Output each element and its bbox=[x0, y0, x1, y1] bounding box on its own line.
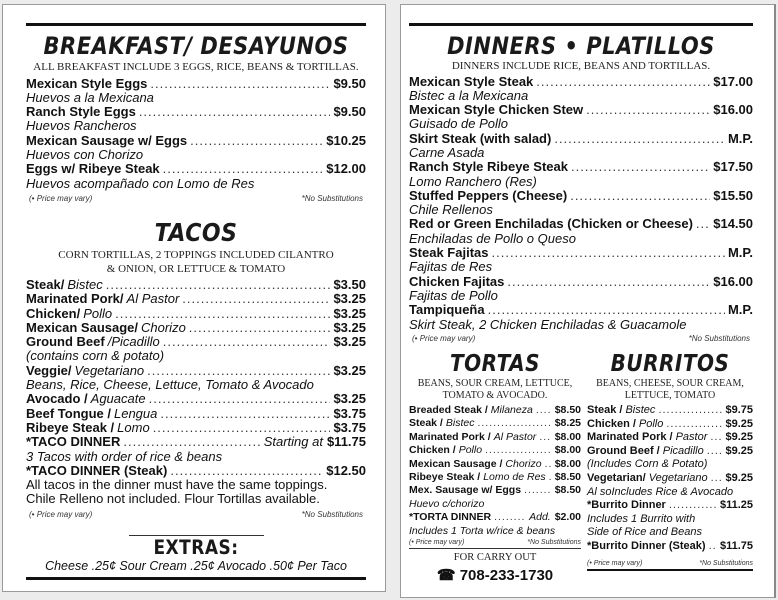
divider bbox=[587, 569, 753, 571]
menu-item bbox=[587, 540, 753, 554]
dot-leader bbox=[149, 392, 331, 406]
item-name: Mex. Sausage w/ Eggs bbox=[409, 484, 522, 497]
item-name: *TORTA DINNER bbox=[409, 511, 492, 524]
item-name: Steak/ bbox=[26, 278, 65, 292]
phone-number[interactable]: 708-233-1730 bbox=[459, 566, 554, 584]
menu-item bbox=[587, 418, 753, 432]
item-price: $9.25 bbox=[725, 444, 753, 457]
item-name: Marinated Pork / bbox=[587, 431, 673, 444]
dot-leader bbox=[554, 132, 725, 146]
item-price: $3.25 bbox=[333, 335, 366, 350]
menu-item bbox=[409, 75, 753, 89]
item-name: Mexican Sausage/ bbox=[26, 320, 138, 335]
item-spanish-name: Bistec bbox=[625, 404, 656, 416]
menu-item bbox=[587, 499, 753, 513]
item-price: $11.75 bbox=[326, 435, 366, 450]
burritos-title: BURRITOS bbox=[610, 349, 730, 377]
dot-leader bbox=[711, 472, 723, 486]
item-name: Chicken / bbox=[409, 444, 456, 457]
item-name: Vegetarian/ bbox=[587, 471, 646, 484]
item-name: Mexican Sausage w/ Eggs bbox=[26, 133, 188, 148]
item-name: *Burrito Dinner bbox=[587, 499, 666, 512]
item-spanish-name: Pollo bbox=[83, 306, 113, 321]
item-name: Ground Beef / bbox=[587, 444, 660, 457]
menu-item bbox=[409, 511, 581, 524]
dot-leader bbox=[494, 511, 526, 524]
item-name: Steak Fajitas bbox=[409, 246, 489, 261]
item-price-prefix: Starting at bbox=[263, 435, 323, 450]
dot-leader bbox=[710, 431, 722, 445]
item-description: (Includes Corn & Potato) bbox=[587, 458, 708, 471]
dot-leader bbox=[147, 364, 330, 378]
item-price: M.P. bbox=[727, 303, 753, 318]
tortas-title: TORTAS bbox=[449, 349, 541, 377]
no-substitutions-note: *No Substitutions bbox=[688, 333, 750, 343]
item-spanish-name: Al Pastor bbox=[126, 292, 180, 307]
item-description: Fajitas de Pollo bbox=[409, 287, 498, 303]
dot-leader bbox=[507, 275, 710, 289]
item-price: $12.00 bbox=[326, 162, 366, 177]
no-substitutions-note: *No Substitutions bbox=[527, 539, 581, 547]
item-spanish-name: Picadillo bbox=[662, 444, 704, 457]
item-spanish-name: Bistec bbox=[67, 278, 103, 292]
item-price: $9.25 bbox=[725, 471, 753, 484]
item-description: Bistec a la Mexicana bbox=[409, 87, 529, 103]
menu-item bbox=[409, 160, 753, 174]
item-price: M.P. bbox=[727, 246, 753, 261]
menu-item bbox=[587, 445, 753, 459]
divider bbox=[26, 577, 366, 580]
item-description: Huevos a la Mexicana bbox=[26, 89, 154, 105]
dot-leader bbox=[123, 435, 260, 449]
item-name: Beef Tongue / bbox=[26, 406, 111, 421]
dot-leader bbox=[549, 471, 552, 484]
item-price: $16.00 bbox=[713, 103, 753, 118]
menu-item bbox=[26, 464, 366, 478]
item-name: Red or Green Enchiladas (Chicken or Cheese) bbox=[409, 217, 693, 232]
item-name: Marinated Pork/ bbox=[26, 292, 124, 307]
item-price: $8.25 bbox=[554, 417, 581, 430]
menu-item bbox=[26, 278, 366, 292]
item-name: Chicken/ bbox=[26, 306, 81, 321]
item-price: $16.00 bbox=[713, 274, 753, 289]
menu-item bbox=[409, 484, 581, 497]
menu-item bbox=[409, 471, 581, 484]
menu-item bbox=[409, 444, 581, 457]
phone-icon: ☎ bbox=[436, 566, 460, 584]
item-description: Huevo c/chorizo bbox=[409, 497, 485, 510]
item-spanish-name: Aguacate bbox=[90, 392, 146, 407]
item-price: $8.50 bbox=[554, 404, 581, 416]
item-description: Includes 1 Burrito with bbox=[587, 512, 696, 525]
burritos-section bbox=[587, 351, 753, 571]
price-note: (• Price may vary) bbox=[587, 559, 643, 567]
item-spanish-name: /Picadillo bbox=[107, 335, 160, 350]
dot-leader bbox=[707, 445, 723, 459]
item-name: Mexican Style Chicken Stew bbox=[409, 103, 584, 118]
item-price: $3.25 bbox=[333, 292, 366, 307]
item-price: $9.50 bbox=[333, 105, 366, 120]
divider bbox=[409, 23, 753, 26]
item-price: $3.25 bbox=[333, 392, 366, 407]
price-note: (• Price may vary) bbox=[412, 333, 476, 343]
dot-leader bbox=[571, 160, 710, 174]
dot-leader bbox=[182, 292, 330, 306]
breakfast-title: BREAKFAST/ DESAYUNOS bbox=[43, 32, 349, 60]
menu-item bbox=[26, 307, 366, 321]
tacos-title: TACOS bbox=[154, 219, 238, 248]
menu-item bbox=[409, 431, 581, 444]
item-name: *TACO DINNER (Steak) bbox=[26, 463, 168, 478]
dot-leader bbox=[524, 484, 552, 497]
item-description: Huevos Rancheros bbox=[26, 118, 137, 134]
no-substitutions-note: *No Substitutions bbox=[301, 509, 363, 519]
item-price-prefix: Add. bbox=[529, 511, 551, 524]
no-substitutions-note: *No Substitutions bbox=[699, 559, 753, 567]
divider bbox=[26, 23, 366, 26]
dot-leader bbox=[139, 105, 331, 119]
menu-item bbox=[409, 458, 581, 471]
item-spanish-name: Pollo bbox=[458, 444, 483, 457]
item-spanish-name: Chorizo bbox=[505, 457, 542, 470]
menu-item bbox=[409, 189, 753, 203]
item-price: $9.25 bbox=[725, 417, 753, 430]
item-description: Includes 1 Torta w/rice & beans bbox=[409, 524, 556, 537]
dot-leader bbox=[666, 418, 722, 432]
menu-item bbox=[26, 364, 366, 378]
dot-leader bbox=[570, 189, 710, 203]
dot-leader bbox=[189, 321, 331, 335]
item-price: $17.50 bbox=[713, 160, 753, 175]
item-price: $14.50 bbox=[713, 217, 753, 232]
extras-title: EXTRAS: bbox=[153, 536, 239, 560]
item-description: Chile Relleno not included. Flour Tortillas available. bbox=[26, 491, 320, 507]
menu-item bbox=[409, 275, 753, 289]
item-description: 3 Tacos with order of rice & beans bbox=[26, 448, 223, 464]
item-spanish-name: Lengua bbox=[113, 406, 158, 421]
menu-item bbox=[409, 404, 581, 417]
item-price: $3.25 bbox=[333, 306, 366, 321]
tortas-section bbox=[409, 351, 581, 584]
dot-leader bbox=[539, 431, 551, 444]
item-name: Chicken / bbox=[587, 417, 636, 430]
dot-leader bbox=[160, 407, 330, 421]
dot-leader bbox=[696, 217, 710, 231]
dot-leader bbox=[485, 444, 552, 457]
dot-leader bbox=[106, 278, 331, 292]
item-name: Ranch Style Eggs bbox=[26, 105, 136, 120]
menu-item bbox=[587, 472, 753, 486]
item-price: $9.25 bbox=[725, 431, 753, 444]
item-name: Stuffed Peppers (Cheese) bbox=[409, 188, 568, 203]
dot-leader bbox=[669, 499, 717, 513]
item-name: Steak / bbox=[409, 417, 443, 430]
item-price: $3.75 bbox=[333, 420, 366, 435]
item-spanish-name: Pastor bbox=[675, 431, 708, 444]
tacos-subtitle: CORN TORTILLAS, 2 TOPPINGS INCLUDED CILANTRO & ONION, OR LETTUCE & TOMATO bbox=[58, 249, 334, 275]
item-price: $10.25 bbox=[326, 133, 366, 148]
price-note: (• Price may vary) bbox=[409, 539, 465, 547]
menu-item bbox=[26, 105, 366, 119]
menu-page-left bbox=[2, 4, 386, 592]
item-name: Mexican Style Eggs bbox=[26, 76, 148, 91]
item-spanish-name: Pollo bbox=[638, 417, 664, 430]
item-price: $11.75 bbox=[719, 539, 753, 552]
item-spanish-name: Bistec bbox=[445, 417, 475, 430]
item-description: Lomo Ranchero (Res) bbox=[409, 173, 537, 189]
dot-leader bbox=[190, 134, 323, 148]
dot-leader bbox=[170, 464, 323, 478]
item-name: Skirt Steak (with salad) bbox=[409, 131, 552, 146]
no-substitutions-note: *No Substitutions bbox=[301, 193, 363, 203]
menu-item bbox=[26, 407, 366, 421]
item-description: Guisado de Pollo bbox=[409, 116, 509, 132]
item-name: Ribeye Steak / bbox=[26, 420, 115, 435]
dot-leader bbox=[709, 540, 717, 554]
item-description: Al soIncludes Rice & Avocado bbox=[587, 485, 734, 498]
dot-leader bbox=[586, 103, 710, 117]
menu-item bbox=[26, 321, 366, 335]
item-name: Avocado / bbox=[26, 392, 88, 407]
menu-item bbox=[587, 431, 753, 445]
price-note: (• Price may vary) bbox=[29, 193, 93, 203]
divider bbox=[409, 548, 581, 549]
item-price: M.P. bbox=[727, 131, 753, 146]
item-name: Eggs w/ Ribeye Steak bbox=[26, 162, 160, 177]
item-spanish-name: Lomo de Res bbox=[483, 471, 546, 484]
tortas-subtitle: BEANS, SOUR CREAM, LETTUCE, TOMATO & AVOCADO. bbox=[417, 378, 573, 401]
item-name: *TACO DINNER bbox=[26, 435, 121, 450]
dinners-section bbox=[409, 23, 753, 343]
menu-item bbox=[26, 134, 366, 148]
item-name: Ribeye Steak / bbox=[409, 471, 481, 484]
item-price: $8.50 bbox=[554, 471, 581, 484]
tacos-section bbox=[26, 221, 366, 519]
item-description: Huevos acompañado con Lomo de Res bbox=[26, 175, 255, 191]
item-price: $3.50 bbox=[333, 278, 366, 292]
item-description: Side of Rice and Beans bbox=[587, 526, 702, 539]
item-name: Marinated Pork / bbox=[409, 430, 491, 443]
item-price: $15.50 bbox=[713, 188, 753, 203]
menu-item bbox=[26, 392, 366, 406]
extras-section bbox=[26, 535, 366, 580]
dot-leader bbox=[153, 421, 331, 435]
item-price: $12.50 bbox=[326, 463, 366, 478]
item-name: Veggie/ bbox=[26, 363, 72, 378]
extras-text: Cheese .25¢ Sour Cream .25¢ Avocado .50¢ Per Taco bbox=[45, 559, 347, 573]
menu-item bbox=[409, 417, 581, 430]
dot-leader bbox=[545, 458, 552, 471]
item-spanish-name: Lomo bbox=[117, 420, 150, 435]
menu-item bbox=[409, 132, 753, 146]
menu-item bbox=[26, 435, 366, 449]
item-name: Mexican Style Steak bbox=[409, 74, 534, 89]
burritos-subtitle: BEANS, CHEESE, SOUR CREAM, LETTUCE, TOMATO bbox=[596, 378, 744, 401]
dot-leader bbox=[536, 75, 710, 89]
menu-item bbox=[409, 217, 753, 231]
item-description: Carne Asada bbox=[409, 144, 485, 160]
item-name: Breaded Steak / bbox=[409, 404, 488, 416]
item-name: Ground Beef bbox=[26, 335, 105, 350]
item-spanish-name: Al Pastor bbox=[493, 430, 537, 443]
price-note: (• Price may vary) bbox=[29, 509, 93, 519]
item-name: Chicken Fajitas bbox=[409, 274, 505, 289]
item-price: $8.50 bbox=[554, 484, 581, 497]
item-description: Huevos con Chorizo bbox=[26, 146, 144, 162]
dot-leader bbox=[477, 417, 551, 430]
menu-item bbox=[26, 162, 366, 176]
item-spanish-name: Chorizo bbox=[141, 320, 186, 335]
dot-leader bbox=[492, 246, 725, 260]
dot-leader bbox=[163, 335, 331, 349]
phone-number-row[interactable] bbox=[409, 566, 581, 584]
item-description: Chile Rellenos bbox=[409, 202, 493, 218]
item-name: *Burrito Dinner (Steak) bbox=[587, 539, 706, 552]
menu-item bbox=[26, 335, 366, 349]
menu-item bbox=[409, 103, 753, 117]
dot-leader bbox=[658, 404, 722, 418]
item-description: Beans, Rice, Cheese, Lettuce, Tomato & Avocado bbox=[26, 377, 314, 393]
menu-item bbox=[409, 246, 753, 260]
item-spanish-name: Vegetariano bbox=[74, 363, 145, 378]
item-price: $11.25 bbox=[719, 499, 753, 512]
item-price: $9.75 bbox=[725, 404, 753, 416]
menu-item bbox=[26, 421, 366, 435]
item-price: $2.00 bbox=[554, 511, 581, 524]
item-price: $8.00 bbox=[554, 430, 581, 443]
item-name: Ranch Style Ribeye Steak bbox=[409, 160, 568, 175]
dot-leader bbox=[536, 404, 552, 417]
item-description: (contains corn & potato) bbox=[26, 348, 165, 364]
item-spanish-name: Vegetariano bbox=[648, 471, 708, 484]
item-name: Tampiqueña bbox=[409, 303, 485, 318]
breakfast-subtitle: ALL BREAKFAST INCLUDE 3 EGGS, RICE, BEANS & TORTILLAS. bbox=[33, 61, 359, 73]
item-spanish-name: Milaneza bbox=[490, 404, 533, 416]
menu-item bbox=[26, 77, 366, 91]
item-price: $17.00 bbox=[713, 74, 753, 89]
dinners-subtitle: DINNERS INCLUDE RICE, BEANS AND TORTILLAS. bbox=[451, 60, 711, 72]
item-price: $8.00 bbox=[554, 444, 581, 457]
item-price: $3.25 bbox=[333, 320, 366, 335]
item-name: Mexican Sausage / bbox=[409, 457, 503, 470]
menu-item bbox=[409, 303, 753, 317]
item-description: Fajitas de Res bbox=[409, 259, 493, 275]
dot-leader bbox=[115, 307, 330, 321]
dot-leader bbox=[163, 162, 324, 176]
item-name: Steak / bbox=[587, 404, 623, 416]
item-price: $9.50 bbox=[333, 76, 366, 91]
menu-item bbox=[587, 404, 753, 418]
menu-item bbox=[26, 292, 366, 306]
item-description: Skirt Steak, 2 Chicken Enchiladas & Guacamole bbox=[409, 316, 687, 332]
item-description: All tacos in the dinner must have the same toppings. bbox=[26, 477, 328, 493]
carry-out-label: FOR CARRY OUT bbox=[453, 552, 537, 564]
dot-leader bbox=[488, 303, 725, 317]
dot-leader bbox=[150, 77, 330, 91]
breakfast-section bbox=[26, 23, 366, 203]
item-price: $8.00 bbox=[554, 457, 581, 470]
item-price: $3.75 bbox=[333, 406, 366, 421]
menu-page-right bbox=[400, 4, 776, 598]
item-price: $3.25 bbox=[333, 363, 366, 378]
item-description: Enchiladas de Pollo o Queso bbox=[409, 230, 576, 246]
dinners-title: DINNERS • PLATILLOS bbox=[447, 32, 715, 60]
